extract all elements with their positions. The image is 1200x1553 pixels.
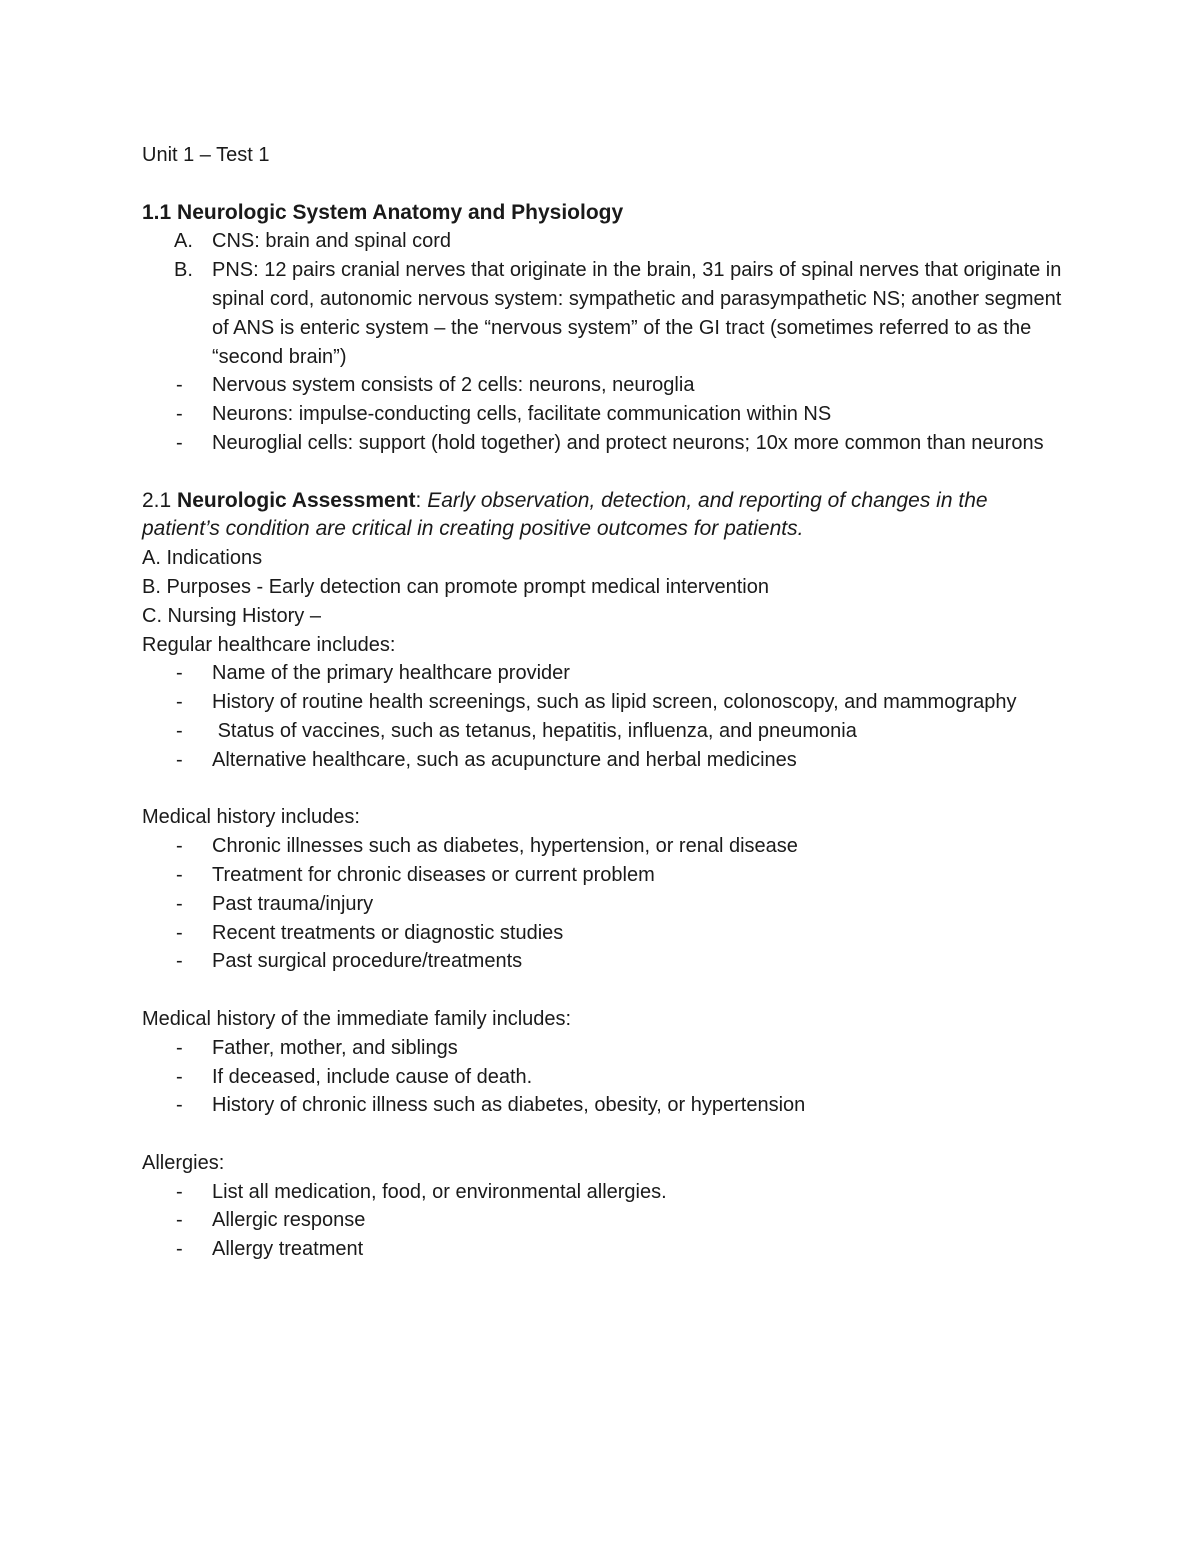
list-item [142, 890, 1062, 919]
list-marker: - [176, 719, 183, 742]
list-marker: - [176, 1094, 183, 1117]
list-item-text: Past trauma/injury [212, 892, 374, 915]
doc-title: Unit 1 – Test 1 [142, 144, 270, 166]
section-2-intro: Early observation, detection, and reporting of changes in the patient’s condition are critical in creating positive outcomes for patients. [142, 488, 988, 541]
list-item [142, 371, 1062, 400]
list-item-text: Name of the primary healthcare provider [212, 662, 570, 685]
list-item [142, 832, 1062, 861]
list-item-text: PNS: 12 pairs cranial nerves that originate in the brain, 31 pairs of spinal nerves that originate in spinal cord, autonomic nervous system: sympathetic and parasympathetic NS; another segment of ANS is enteric system – the “nervous system” of the GI tract (sometimes referred to as the “second brain”) [212, 259, 1062, 368]
section-2-line: C. Nursing History – [142, 604, 321, 627]
list-item-text: Alternative healthcare, such as acupuncture and herbal medicines [212, 748, 797, 771]
section-2-number: 2.1 [142, 488, 172, 512]
list-item [142, 1178, 1062, 1207]
list-item-text: Nervous system consists of 2 cells: neurons, neuroglia [212, 374, 695, 397]
list-item-text: Neuroglial cells: support (hold together) and protect neurons; 10x more common than neurons [212, 431, 1044, 454]
list-item [142, 947, 1062, 976]
allergies-label: Allergies: [142, 1151, 225, 1174]
list-item-text: Neurons: impulse-conducting cells, facilitate communication within NS [212, 403, 832, 426]
list-item-text: Treatment for chronic diseases or current problem [212, 863, 655, 886]
list-marker: - [176, 662, 183, 685]
list-marker: - [176, 835, 183, 858]
list-item-text: If deceased, include cause of death. [212, 1065, 533, 1088]
spacer [142, 775, 1062, 804]
list-item-text: Allergy treatment [212, 1238, 364, 1261]
list-marker: - [176, 921, 183, 944]
list-marker: - [176, 403, 183, 426]
list-marker: A. [174, 230, 193, 253]
spacer [142, 1120, 1062, 1149]
list-marker: - [176, 691, 183, 714]
list-marker: B. [174, 259, 193, 282]
list-item-text: Recent treatments or diagnostic studies [212, 921, 564, 944]
list-item [142, 919, 1062, 948]
list-item-text: Allergic response [212, 1209, 366, 1232]
list-item-text: CNS: brain and spinal cord [212, 230, 452, 253]
spacer [142, 976, 1062, 1005]
list-item [142, 1206, 1062, 1235]
list-item [142, 746, 1062, 775]
list-marker: - [176, 1238, 183, 1261]
list-marker: - [176, 1036, 183, 1059]
list-item-text: History of routine health screenings, such as lipid screen, colonoscopy, and mammography [212, 691, 1017, 714]
section-1-heading-text: 1.1 Neurologic System Anatomy and Physiology [142, 200, 624, 224]
section-2-colon: : [415, 488, 422, 512]
list-marker: - [176, 1180, 183, 1203]
document-page [142, 141, 1062, 1264]
section-2-heading [142, 487, 1062, 545]
list-marker: - [176, 431, 183, 454]
list-item [142, 256, 1062, 371]
list-item [142, 659, 1062, 688]
list-item-text: Chronic illnesses such as diabetes, hypertension, or renal disease [212, 835, 798, 858]
list-marker: - [176, 374, 183, 397]
list-item-text: Past surgical procedure/treatments [212, 950, 523, 973]
list-item [142, 400, 1062, 429]
list-marker: - [176, 892, 183, 915]
list-item-text: History of chronic illness such as diabetes, obesity, or hypertension [212, 1094, 806, 1117]
section-1-heading [142, 199, 1062, 228]
list-item [142, 1235, 1062, 1264]
list-marker: - [176, 863, 183, 886]
family-history-label: Medical history of the immediate family includes: [142, 1007, 572, 1030]
list-item [142, 1091, 1062, 1120]
section-2-line: B. Purposes - Early detection can promote prompt medical intervention [142, 575, 769, 598]
regular-healthcare-label: Regular healthcare includes: [142, 633, 396, 656]
list-marker: - [176, 1065, 183, 1088]
list-item [142, 227, 1062, 256]
list-item [142, 861, 1062, 890]
list-item-text: Father, mother, and siblings [212, 1036, 458, 1059]
list-item [142, 1063, 1062, 1092]
section-2-heading-text: Neurologic Assessment [177, 488, 416, 512]
list-item [142, 688, 1062, 717]
list-item [142, 1034, 1062, 1063]
list-marker: - [176, 950, 183, 973]
list-marker: - [176, 1209, 183, 1232]
section-2-line: A. Indications [142, 547, 263, 570]
list-item-text: List all medication, food, or environmental allergies. [212, 1180, 667, 1203]
medical-history-label: Medical history includes: [142, 806, 360, 829]
list-item-text: Status of vaccines, such as tetanus, hepatitis, influenza, and pneumonia [212, 719, 857, 742]
list-item [142, 429, 1062, 458]
list-item [142, 717, 1062, 746]
list-marker: - [176, 748, 183, 771]
